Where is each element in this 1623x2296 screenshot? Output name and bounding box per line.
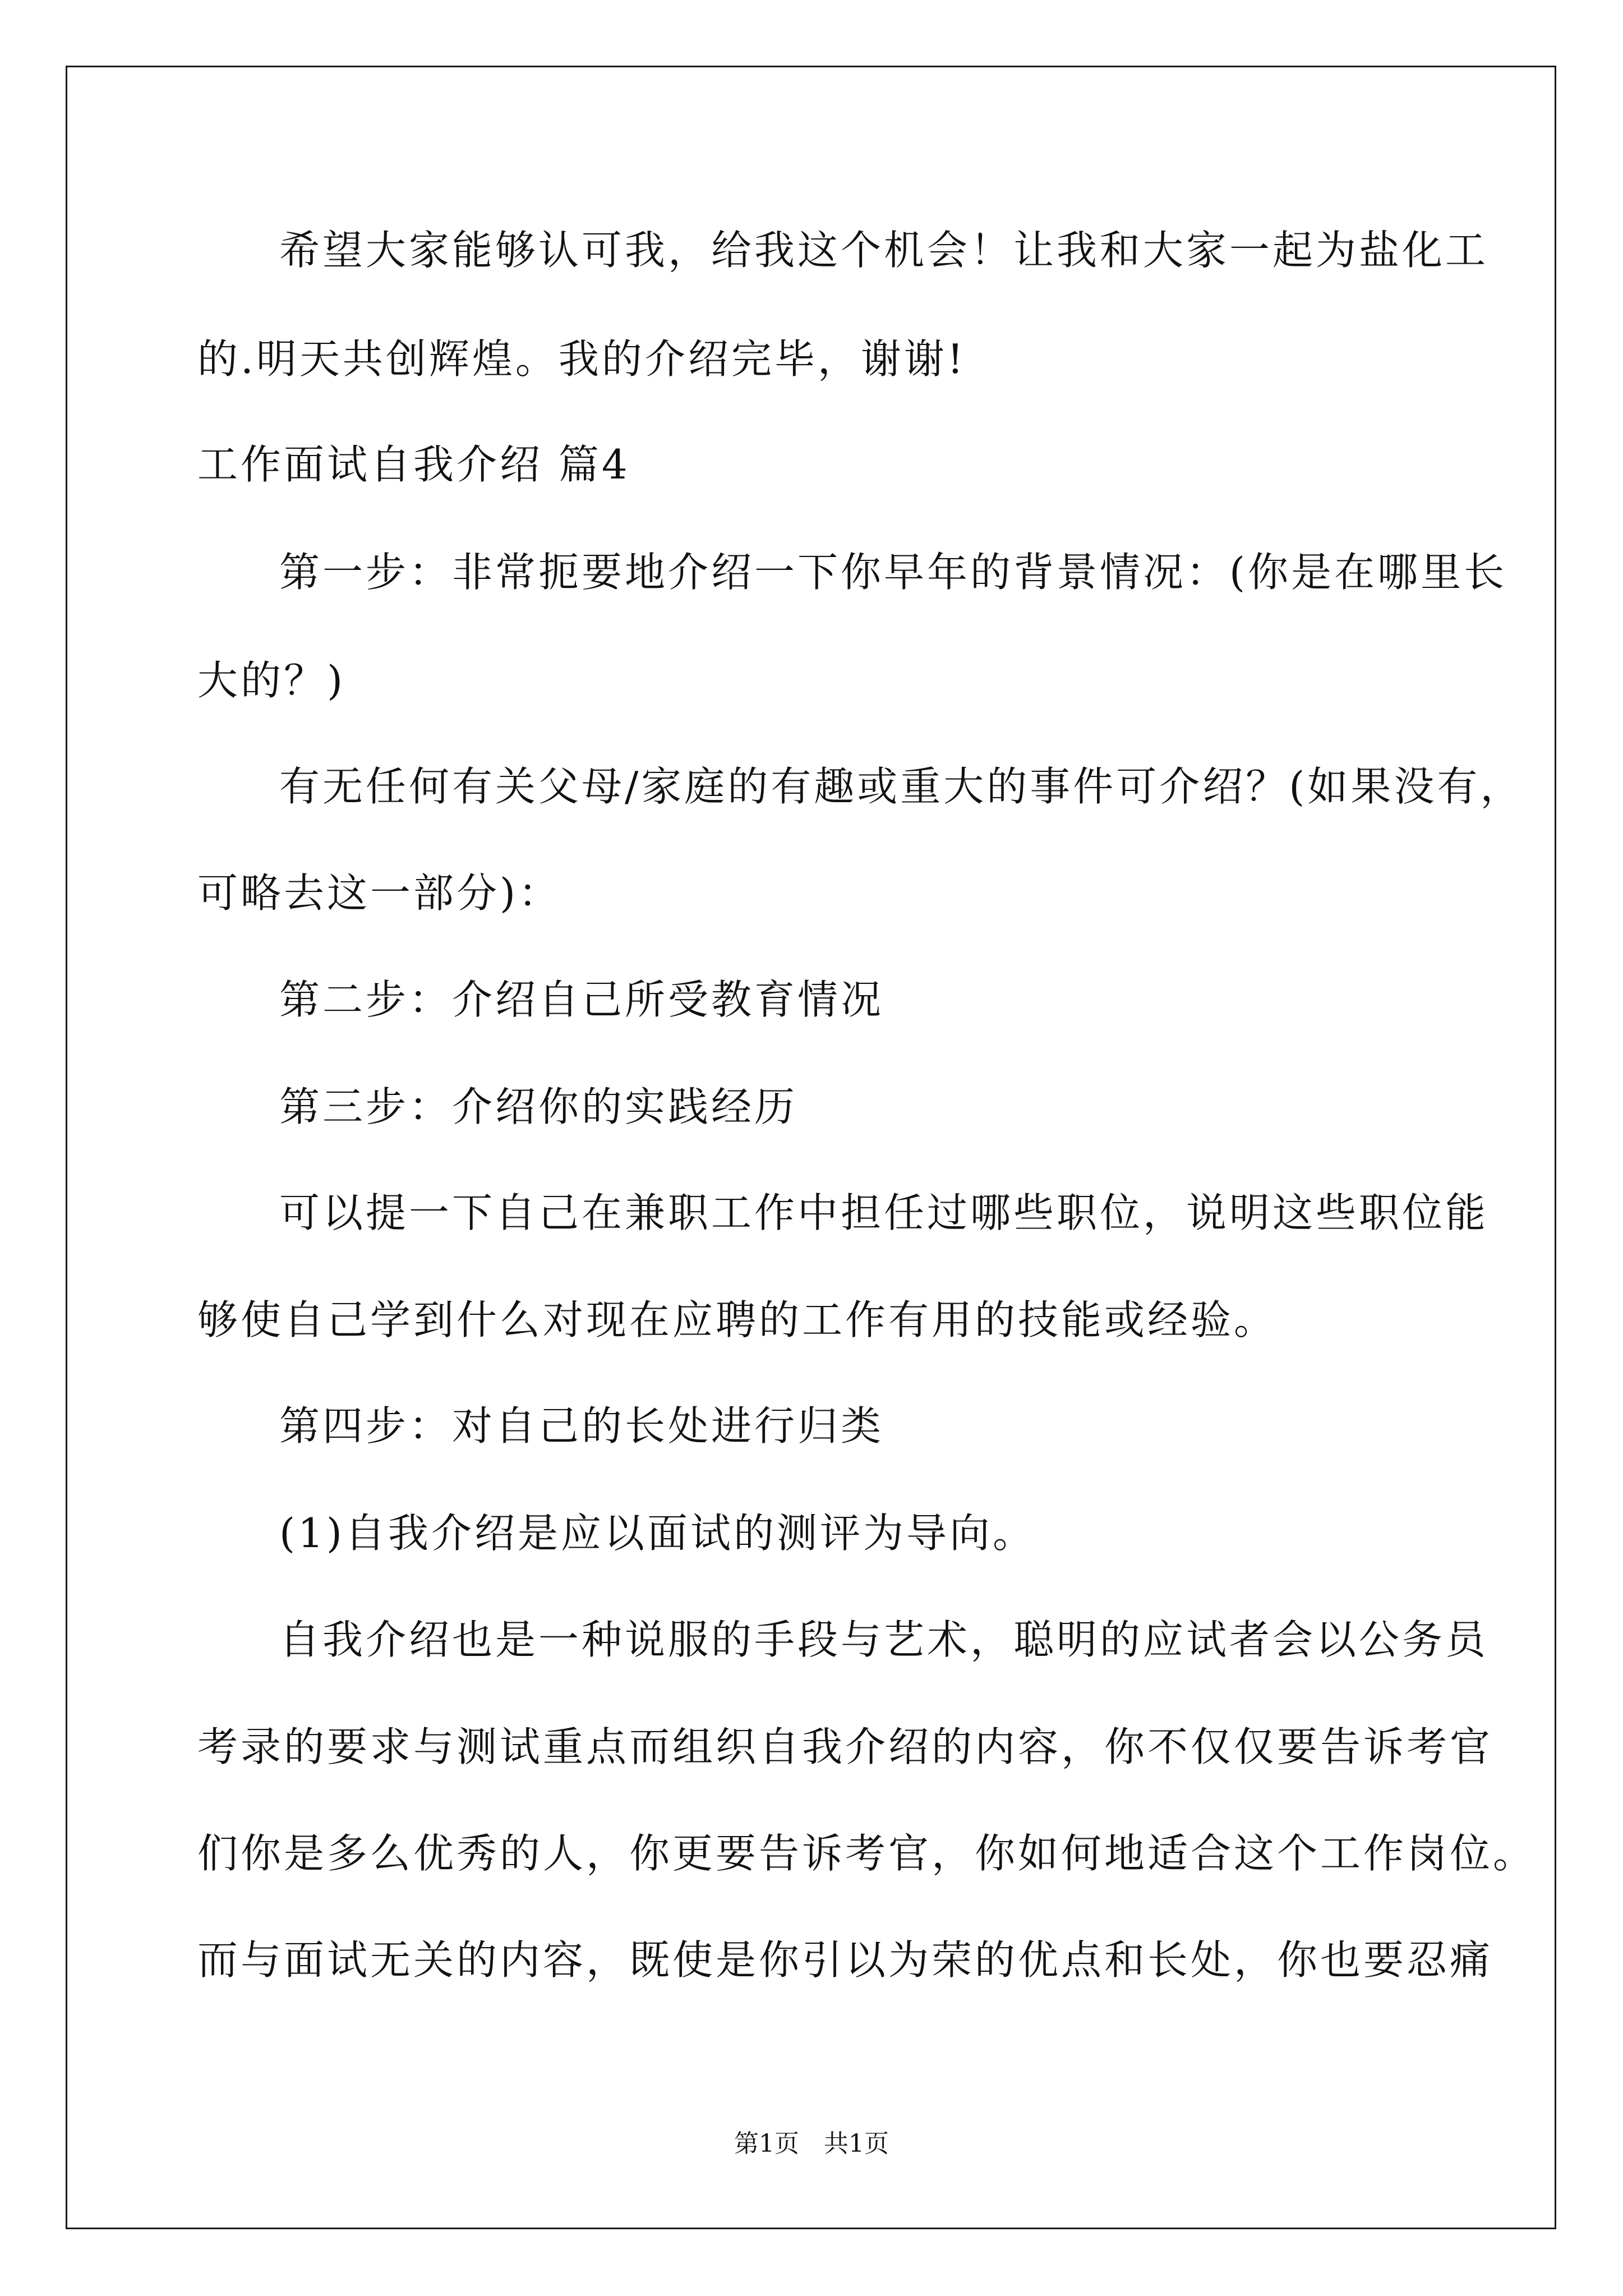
paragraph-line: 第三步：介绍你的实践经历 [279, 1083, 798, 1130]
paragraph-line: 第一步：非常扼要地介绍一下你早年的背景情况：(你是在哪里长 [279, 549, 1507, 596]
paragraph-line: 的.明天共创辉煌。我的介绍完毕，谢谢! [197, 335, 966, 383]
paragraph-line: 考录的要求与测试重点而组织自我介绍的内容，你不仅仅要告诉考官 [197, 1723, 1493, 1770]
paragraph-line: (1)自我介绍是应以面试的测评为导向。 [279, 1510, 1036, 1557]
page-border [66, 66, 1556, 2229]
paragraph-line: 可略去这一部分)： [197, 869, 562, 917]
paragraph-line: 们你是多么优秀的人，你更要告诉考官，你如何地适合这个工作岗位。 [197, 1830, 1537, 1877]
paragraph-line: 而与面试无关的内容，既使是你引以为荣的优点和长处，你也要忍痛 [197, 1936, 1493, 1984]
paragraph-line: 第二步：介绍自己所受教育情况 [279, 976, 884, 1023]
page-footer: 第1页 共1页 [734, 2129, 889, 2158]
paragraph-line: 自我介绍也是一种说服的手段与艺术，聪明的应试者会以公务员 [279, 1616, 1489, 1663]
paragraph-line: 够使自己学到什么对现在应聘的工作有用的技能或经验。 [197, 1296, 1278, 1343]
paragraph-line: 希望大家能够认可我，给我这个机会！让我和大家一起为盐化工 [279, 227, 1489, 274]
paragraph-line: 大的？) [197, 657, 346, 704]
section-heading: 工作面试自我介绍 篇4 [197, 441, 630, 488]
paragraph-line: 第四步：对自己的长处进行归类 [279, 1402, 884, 1450]
paragraph-line: 有无任何有关父母/家庭的有趣或重大的事件可介绍？(如果没有， [279, 763, 1524, 810]
paragraph-line: 可以提一下自己在兼职工作中担任过哪些职位，说明这些职位能 [279, 1189, 1489, 1236]
